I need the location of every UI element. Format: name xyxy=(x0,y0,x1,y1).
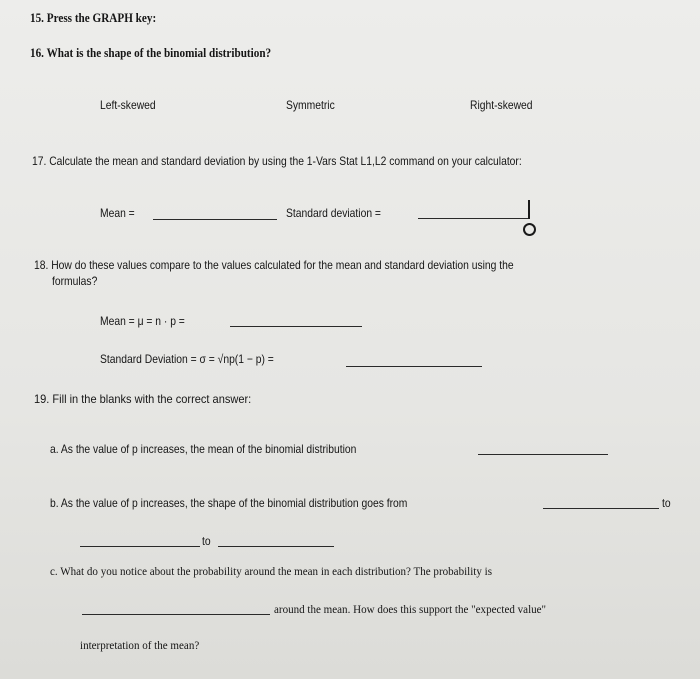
question-18-line1: 18. How do these values compare to the values calculated for the mean and standard deviation using the xyxy=(34,258,514,272)
question-19b: b. As the value of p increases, the shape of the binomial distribution goes from xyxy=(50,496,408,510)
pen-mark-stem xyxy=(528,200,530,219)
question-19b-blank-2[interactable] xyxy=(80,546,200,547)
question-19c-blank[interactable] xyxy=(82,614,270,615)
question-19a: a. As the value of p increases, the mean of the binomial distribution xyxy=(50,442,357,456)
question-15: 15. Press the GRAPH key: xyxy=(30,10,157,25)
question-18-line2: formulas? xyxy=(52,274,98,288)
option-symmetric[interactable]: Symmetric xyxy=(286,98,335,112)
question-19c-line2: around the mean. How does this support the "expected value" xyxy=(274,602,547,616)
pen-mark-circle xyxy=(523,223,536,236)
sd-formula: Standard Deviation = σ = √np(1 − p) = xyxy=(100,352,274,366)
question-19: 19. Fill in the blanks with the correct answer: xyxy=(34,392,252,406)
mean-answer-blank[interactable] xyxy=(153,219,277,220)
question-19b-blank-1[interactable] xyxy=(543,508,659,509)
standard-deviation-answer-blank[interactable] xyxy=(418,218,528,219)
question-16: 16. What is the shape of the binomial distribution? xyxy=(30,45,272,60)
question-17: 17. Calculate the mean and standard deviation by using the 1-Vars Stat L1,L2 command on your calculator: xyxy=(32,154,522,168)
question-19c-line3: interpretation of the mean? xyxy=(80,638,200,652)
option-right-skewed[interactable]: Right-skewed xyxy=(470,98,533,112)
sd-formula-blank[interactable] xyxy=(346,366,482,367)
mean-formula: Mean = μ = n · p = xyxy=(100,314,185,328)
standard-deviation-label: Standard deviation = xyxy=(286,206,381,220)
mean-label: Mean = xyxy=(100,206,135,220)
question-19b-to-mid: to xyxy=(202,534,211,548)
question-19c-line1: c. What do you notice about the probability around the mean in each distribution? The probability is xyxy=(50,564,493,578)
option-left-skewed[interactable]: Left-skewed xyxy=(100,98,156,112)
question-19a-blank[interactable] xyxy=(478,454,608,455)
question-19b-to-end: to xyxy=(662,496,671,510)
mean-formula-blank[interactable] xyxy=(230,326,362,327)
question-19b-blank-3[interactable] xyxy=(218,546,334,547)
